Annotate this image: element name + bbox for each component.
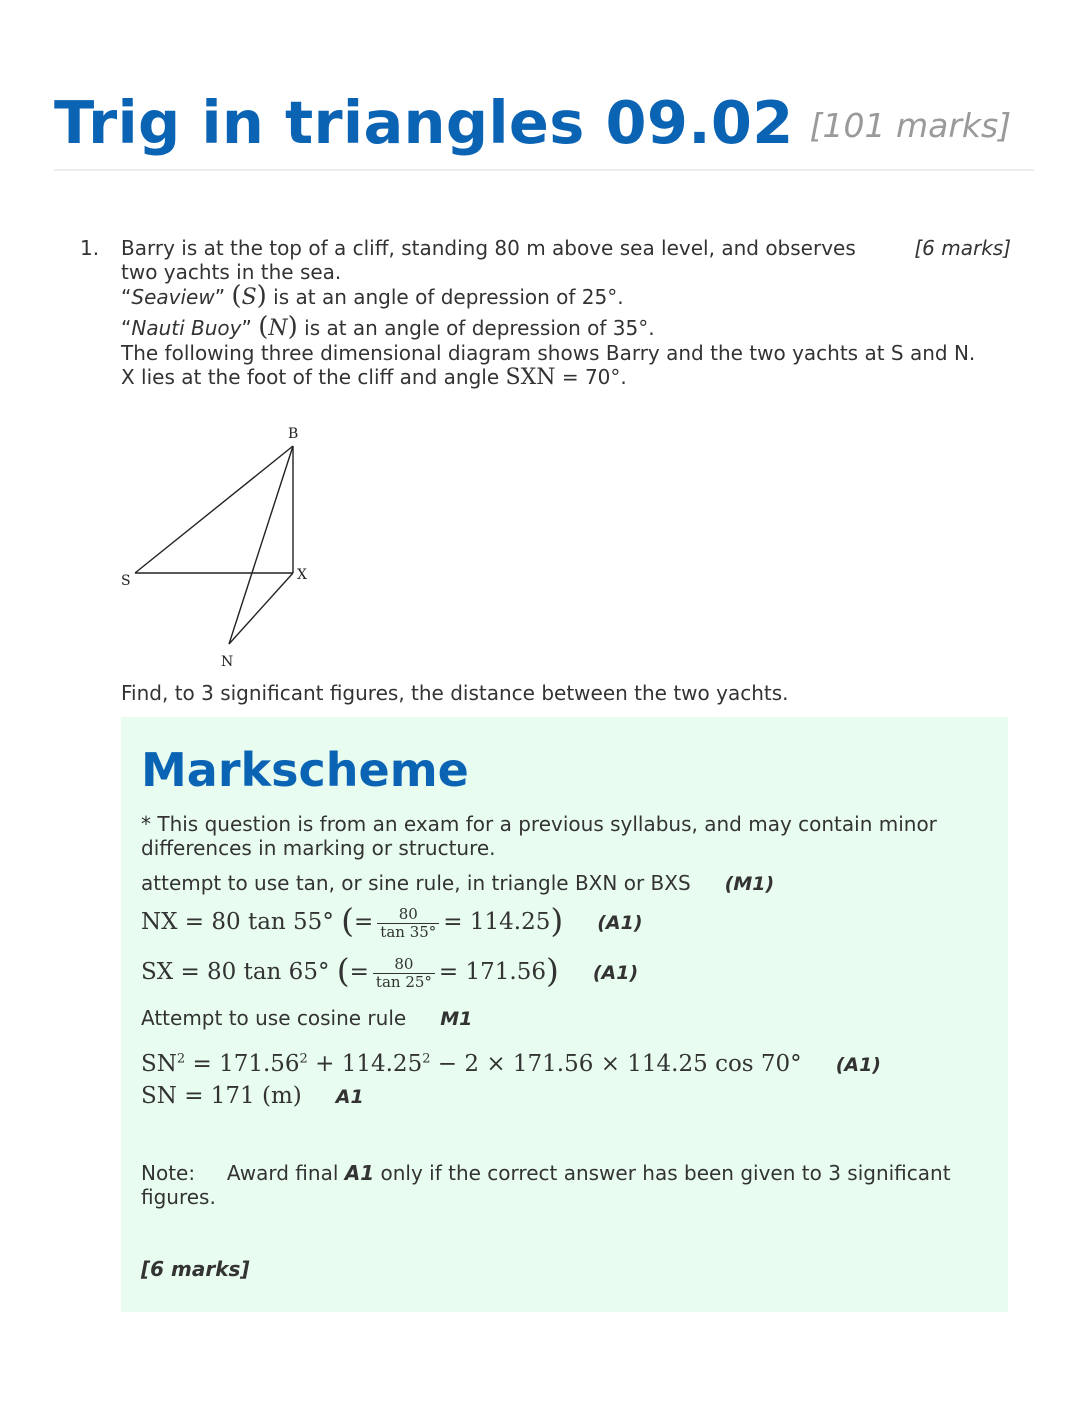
- markscheme-disclaimer: * This question is from an exam for a previous syllabus, and may contain minor differences in marking or structure.: [141, 812, 937, 860]
- step-5-mark: (A1): [835, 1053, 881, 1076]
- angle-prefix: X lies at the foot of the cliff and angle: [121, 365, 500, 389]
- step-1: [141, 871, 981, 896]
- nauti-name: Nauti Buoy: [131, 316, 242, 340]
- step-2-result: = 114.25: [443, 909, 551, 935]
- seaview-symbol: S: [241, 285, 257, 310]
- step-5-math: $SN^2 = 171.56^2 + 114.25^2 - 2 \times 171.56 \times 114.25$ cos 70°: [141, 1050, 802, 1077]
- label-n: N: [221, 654, 234, 670]
- page-title: Trig in triangles 09.02: [54, 88, 794, 157]
- step-4: [141, 1006, 981, 1031]
- label-s: S: [121, 573, 131, 589]
- edge-bn: [229, 446, 293, 644]
- page-title-row: [54, 88, 1034, 157]
- step-3-mark: (A1): [592, 962, 639, 984]
- note-post: only if the correct answer has been given to 3 significant figures.: [141, 1161, 951, 1209]
- angle-suffix: = 70°.: [555, 365, 627, 389]
- step-5: [141, 1043, 881, 1081]
- question-number: 1.: [80, 236, 100, 260]
- step-1-text: attempt to use tan, or sine rule, in triangle BXN or BXS: [141, 871, 691, 895]
- step-1-mark: (M1): [724, 873, 775, 895]
- step-2-fraction: [377, 906, 439, 941]
- question-line-1: Barry is at the top of a cliff, standing 80 m above sea level, and observes: [121, 236, 856, 260]
- step-6-mark: A1: [335, 1086, 364, 1108]
- step-3-result: = 171.56: [438, 959, 546, 985]
- step-6-math: SN = 171 (m): [141, 1083, 302, 1109]
- step-2-numerator: 80: [377, 906, 439, 924]
- markscheme-title: Markscheme: [141, 743, 469, 797]
- nauti-symbol: N: [268, 316, 288, 341]
- note-label: Note:: [141, 1161, 196, 1185]
- step-3-lhs: SX = 80 tan 65°: [141, 959, 330, 985]
- markscheme-total: [6 marks]: [141, 1257, 250, 1281]
- edge-xn: [229, 573, 293, 644]
- step-2-lhs: NX = 80 tan 55°: [141, 909, 334, 935]
- seaview-name: Seaview: [131, 285, 215, 309]
- step-4-text: Attempt to use cosine rule: [141, 1006, 407, 1030]
- markscheme-note: [141, 1161, 981, 1209]
- step-3-fraction: [373, 956, 435, 991]
- angle-math: SXN: [505, 365, 556, 390]
- step-4-mark: M1: [440, 1008, 473, 1030]
- label-x: X: [297, 567, 307, 583]
- step-2-denominator: tan 35°: [380, 922, 437, 941]
- question-line-nauti: “Nauti Buoy” (N) is at an angle of depression of 35°.: [121, 312, 655, 342]
- edge-bs: [135, 446, 293, 573]
- step-2: NX = 80 tan 55° (= $\frac{80}{\tan 35^\circ}$ = 114.25) (A1): [141, 901, 643, 941]
- cliff-diagram: [110, 420, 330, 675]
- question-line-6: [121, 365, 1011, 390]
- question-line-seaview: “Seaview” (S) is at an angle of depression of 25°.: [121, 281, 624, 311]
- title-divider: [54, 169, 1034, 171]
- question-first-line: [121, 236, 1011, 260]
- question-marks: [6 marks]: [914, 236, 1011, 260]
- question-line-5: The following three dimensional diagram shows Barry and the two yachts at S and N.: [121, 341, 976, 365]
- step-3-denominator: tan 25°: [375, 972, 432, 991]
- step-3: SX = 80 tan 65° (= $\frac{80}{\tan 25^\circ}$ = 171.56) (A1): [141, 951, 639, 991]
- seaview-desc: is at an angle of depression of 25°.: [266, 285, 624, 309]
- note-a1: A1: [344, 1161, 375, 1185]
- question-find: Find, to 3 significant figures, the distance between the two yachts.: [121, 681, 789, 705]
- question-body: [121, 236, 1011, 390]
- label-b: B: [288, 426, 299, 442]
- markscheme-box: [121, 717, 1008, 1312]
- step-6: [141, 1080, 364, 1113]
- nauti-desc: is at an angle of depression of 35°.: [297, 316, 655, 340]
- question-line-2: two yachts in the sea.: [121, 260, 342, 284]
- note-pre: Award final: [226, 1161, 345, 1185]
- step-3-numerator: 80: [373, 956, 435, 974]
- step-2-mark: (A1): [597, 912, 643, 934]
- total-marks: [101 marks]: [809, 106, 1012, 145]
